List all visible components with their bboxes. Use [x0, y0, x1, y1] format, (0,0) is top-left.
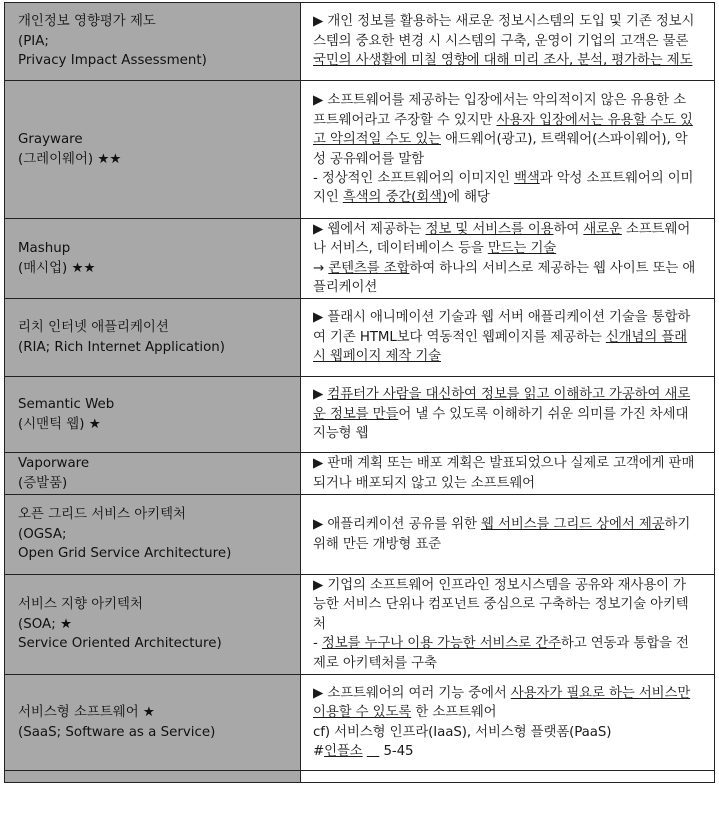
text-segment: 되거나 배포되지 않고 있는 소프트웨어 [313, 475, 535, 491]
table-row [5, 453, 715, 495]
description-line [313, 130, 702, 149]
underlined-text: 고 악의적일 수도 있는 [313, 132, 441, 148]
text-segment: 하여 하나의 서비스로 제공하는 웹 사이트 또는 애 [409, 260, 696, 276]
description-cell [301, 771, 715, 783]
text-segment: ▶ 소프트웨어를 제공하는 입장에서는 악의적이지 않은 유용한 소 [313, 93, 687, 109]
underlined-text: 콘텐츠를 조합 [328, 260, 410, 276]
description-line [313, 595, 702, 614]
text-segment: → [313, 260, 329, 276]
underlined-text: 이용할 수 있도록 [313, 705, 412, 721]
underlined-text: 시 웹페이지 제작 기술 [313, 349, 441, 365]
description-line [313, 405, 702, 424]
term-line: (SaaS; Software as a Service) [18, 724, 216, 740]
description-line [313, 308, 702, 327]
table-row [5, 771, 715, 783]
term-line: (PIA; [18, 33, 49, 49]
description-cell [301, 675, 715, 771]
text-segment: - 정상적인 소프트웨어의 이미지인 [313, 170, 515, 186]
description-line [313, 615, 702, 634]
text-segment: 나 서비스, 데이터베이스 등을 [313, 241, 488, 257]
glossary-table [4, 2, 715, 783]
text-segment: ▶ 개인 정보를 활용하는 새로운 정보시스템의 도입 및 기존 정보시 [313, 14, 695, 30]
underlined-text: 정보 및 서비스를 이용 [425, 221, 554, 237]
text-segment: ▶ [313, 387, 328, 403]
term-line: Service Oriented Architecture) [18, 636, 222, 652]
term-cell [5, 219, 301, 299]
term-line: Open Grid Service Architecture) [18, 546, 232, 562]
term-cell [5, 377, 301, 453]
text-segment: 처 [313, 616, 326, 632]
text-segment: 여 기존 HTML보다 역동적인 웹페이지를 제공하는 [313, 329, 606, 345]
description-line [313, 654, 702, 673]
underlined-text: 사용자가 필요로 하는 서비스만 [510, 685, 691, 701]
description-line [313, 220, 702, 239]
description-line [313, 347, 702, 366]
term-line: (시맨틱 웹) ★ [18, 416, 101, 432]
description-cell [301, 219, 715, 299]
description-line [313, 12, 702, 31]
term-line: (매시업) ★★ [18, 260, 96, 276]
description-line [313, 169, 702, 188]
term-line: Vaporware [18, 456, 90, 472]
term-cell [5, 81, 301, 219]
description-line [313, 742, 702, 761]
underlined-text: 신개념의 플래 [605, 329, 688, 345]
underlined-text: 컴퓨터가 사람을 대신하여 정보를 읽고 이해하고 가공하여 새로 [327, 387, 691, 403]
text-segment: 하여 [553, 221, 584, 237]
underlined-text: 인플소 [324, 743, 363, 759]
description-line [313, 576, 702, 595]
term-line: (증발품) [18, 475, 68, 491]
table-row [5, 377, 715, 453]
text-segment: 플리케이션 [313, 279, 378, 295]
term-cell [5, 3, 301, 81]
term-cell [5, 771, 301, 783]
term-line: 오픈 그리드 서비스 아키텍처 [18, 507, 186, 523]
text-segment: cf) 서비스형 인프라(IaaS), 서비스형 플랫폼(PaaS) [313, 724, 612, 740]
text-segment: 과 악성 소프트웨어의 이미 [539, 170, 694, 186]
description-line [313, 723, 702, 742]
description-cell [301, 81, 715, 219]
text-segment: 소프트웨어 [621, 221, 691, 237]
text-segment: 성 공유웨어를 말함 [313, 151, 424, 167]
table-row [5, 3, 715, 81]
text-segment: 프트웨어라고 주장할 수 있지만 [313, 112, 497, 128]
text-segment: ▶ 플래시 애니메이션 기술과 웹 서버 애플리케이션 기술을 통합하 [313, 310, 691, 326]
description-line [313, 188, 702, 207]
table-row [5, 219, 715, 299]
text-segment: 어 낼 수 있도록 이해하기 쉬운 의미를 가진 차세대 [398, 406, 689, 422]
term-line: (SOA; ★ [18, 616, 72, 632]
underlined-text: 국민의 사생활에 미칠 영향에 대해 미리 조사, 분석, 평가하는 제도 [313, 53, 693, 69]
table-row [5, 675, 715, 771]
table-row [5, 575, 715, 675]
term-cell [5, 675, 301, 771]
table-row [5, 495, 715, 575]
description-line [313, 150, 702, 169]
description-line [313, 424, 702, 443]
text-segment: 지인 [313, 190, 343, 206]
text-segment: - [313, 636, 322, 652]
table-row [5, 81, 715, 219]
term-line: Mashup [18, 241, 71, 257]
description-line [313, 634, 702, 653]
term-line: (그레이웨어) ★★ [18, 151, 122, 167]
description-cell [301, 299, 715, 377]
underlined-text: 사용자 입장에서는 유용할 수도 있 [496, 112, 693, 128]
underlined-text: 정보를 누구나 이용 가능한 서비스로 간주 [321, 636, 561, 652]
text-segment: 제로 아키텍처를 구축 [313, 655, 437, 671]
description-cell [301, 3, 715, 81]
term-line: 서비스 지향 아키텍처 [18, 597, 143, 613]
description-line [313, 111, 702, 130]
term-line: 리치 인터넷 애플리케이션 [18, 320, 169, 336]
glossary-body [5, 3, 715, 783]
text-segment: 5-45 [379, 743, 414, 759]
description-line [313, 684, 702, 703]
description-line [313, 32, 702, 51]
text-segment: 하기 [664, 517, 691, 533]
text-segment: 하고 연동과 통합을 전 [560, 636, 689, 652]
term-line: 서비스형 소프트웨어 ★ [18, 705, 155, 721]
text-segment: ▶ 애플리케이션 공유를 위한 [313, 517, 482, 533]
description-line [313, 239, 702, 258]
description-cell [301, 575, 715, 675]
text-segment: # [313, 743, 325, 759]
description-line [313, 328, 702, 347]
term-cell [5, 299, 301, 377]
term-line: Privacy Impact Assessment) [18, 53, 207, 69]
description-cell [301, 495, 715, 575]
description-line [313, 454, 702, 473]
text-segment: ▶ 판매 계획 또는 배포 계획은 발표되었으나 실제로 고객에게 판매 [313, 456, 695, 472]
description-line [313, 91, 702, 110]
underlined-text [367, 744, 379, 759]
description-line [313, 259, 702, 278]
underlined-text: 만드는 기술 [487, 241, 557, 257]
description-cell [301, 453, 715, 495]
table-row [5, 299, 715, 377]
text-segment: 스템의 중요한 변경 시 시스템의 구축, 운영이 기업의 고객은 물론 [313, 33, 689, 49]
term-line: Grayware [18, 132, 83, 148]
term-cell [5, 495, 301, 575]
text-segment: 위해 만든 개방형 표준 [313, 536, 441, 552]
text-segment: 지능형 웹 [313, 426, 369, 442]
description-line [313, 278, 702, 297]
text-segment: 에 해당 [447, 190, 490, 206]
text-segment: ▶ 웹에서 제공하는 [313, 221, 426, 237]
term-line: (OGSA; [18, 526, 67, 542]
underlined-text: 새로운 [583, 221, 622, 237]
description-cell [301, 377, 715, 453]
term-line: (RIA; Rich Internet Application) [18, 339, 226, 355]
term-cell [5, 453, 301, 495]
description-line [313, 535, 702, 554]
description-line [313, 515, 702, 534]
text-segment: ▶ 기업의 소프트웨어 인프라인 정보시스템을 공유와 재사용이 가 [313, 577, 687, 593]
underlined-text: 웹 서비스를 그리드 상에서 제공 [481, 517, 665, 533]
description-line [313, 474, 702, 493]
description-line [313, 51, 702, 70]
underlined-text: 백색 [514, 170, 540, 186]
description-line [313, 385, 702, 404]
text-segment: 능한 서비스 단위나 컴포넌트 중심으로 구축하는 정보기술 아키텍 [313, 597, 689, 613]
text-segment: 애드웨어(광고), 트랙웨어(스파이웨어), 악 [441, 132, 688, 148]
text-segment: ▶ 소프트웨어의 여러 기능 중에서 [313, 685, 511, 701]
term-cell [5, 575, 301, 675]
underlined-text: 흑색의 중간(회색) [342, 190, 448, 206]
underlined-text: 운 정보를 만들 [313, 406, 399, 422]
description-line [313, 703, 702, 722]
text-segment: 한 소프트웨어 [411, 705, 497, 721]
term-line: Semantic Web [18, 397, 115, 413]
term-line: 개인정보 영향평가 제도 [18, 14, 156, 30]
